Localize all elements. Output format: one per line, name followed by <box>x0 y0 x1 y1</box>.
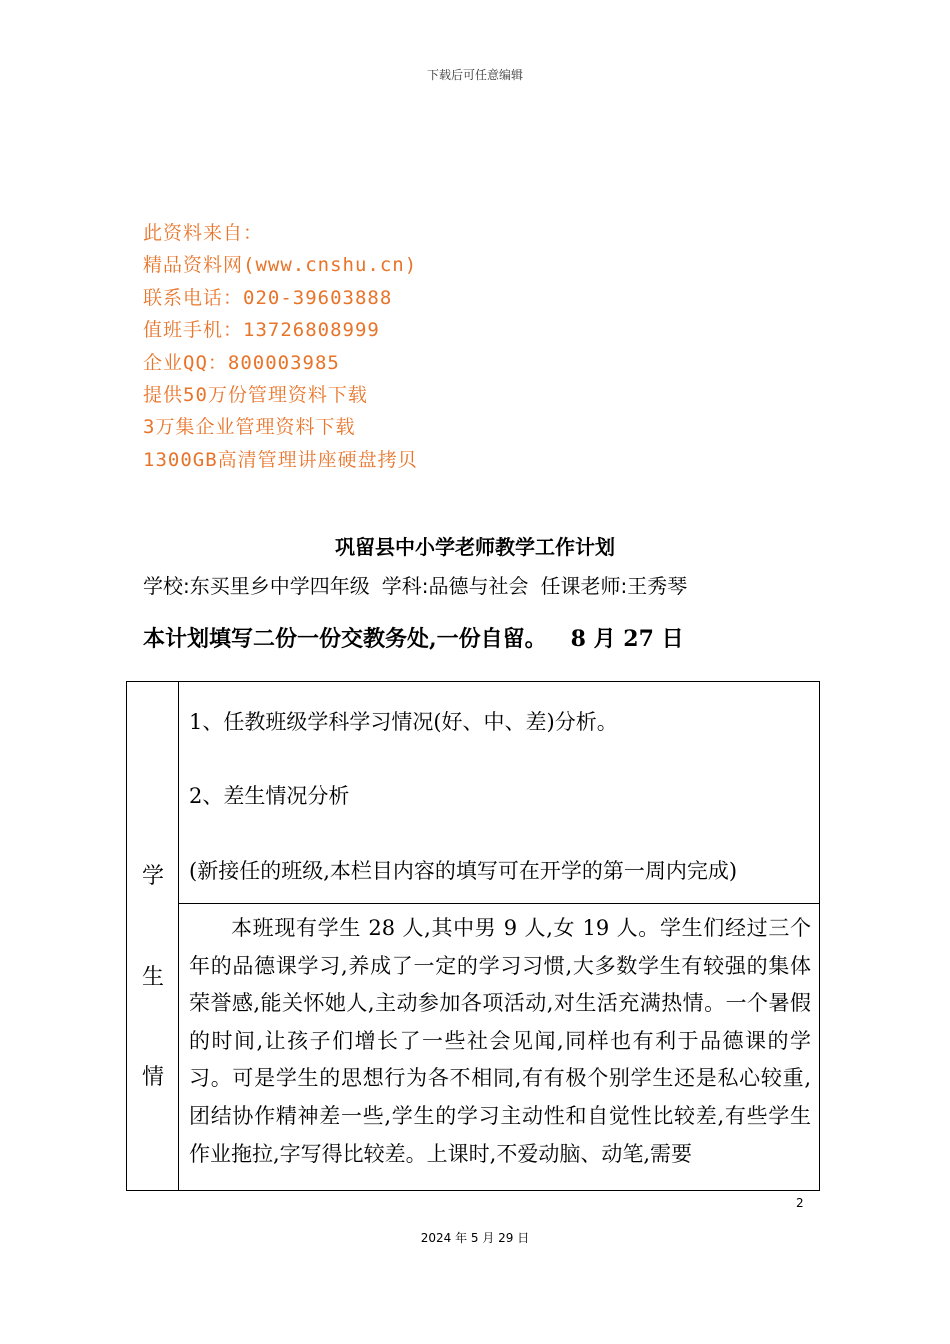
prompt-line-2: 2、差生情况分析 <box>189 784 350 808</box>
plan-date: 8 月 27 日 <box>570 626 684 652</box>
subject-field: 学科:品德与社会 <box>381 574 529 598</box>
page-number: 2 <box>796 1196 804 1210</box>
promo-line: 值班手机：13726808999 <box>143 319 380 342</box>
promo-block <box>143 217 418 476</box>
promo-line: 联系电话：020-39603888 <box>143 286 393 309</box>
promo-line: 3万集企业管理资料下载 <box>143 416 356 439</box>
header-note: 下载后可任意编辑 <box>426 68 523 82</box>
document-note <box>143 622 684 653</box>
promo-line: 此资料来自： <box>143 222 264 244</box>
section-label-char: 学 <box>141 864 164 889</box>
promo-line: 提供50万份管理资料下载 <box>143 383 368 406</box>
teacher-field: 任课老师:王秀琴 <box>540 574 688 598</box>
plan-table <box>126 681 820 1191</box>
student-analysis-cell <box>179 904 819 1190</box>
footer-date: 2024 年 5 月 29 日 <box>420 1231 530 1245</box>
prompt-cell <box>179 682 819 904</box>
prompt-line-1: 1、任教班级学科学习情况(好、中、差)分析。 <box>189 710 618 734</box>
prompt-line-3: (新接任的班级,本栏目内容的填写可在开学的第一周内完成) <box>189 859 738 883</box>
section-label-char: 情 <box>141 1065 164 1090</box>
submission-note: 本计划填写二份一份交教务处,一份自留。 <box>143 626 547 652</box>
document-info <box>143 570 699 599</box>
promo-line: 1300GB高清管理讲座硬盘拷贝 <box>143 448 418 471</box>
promo-line: 精品资料网(www.cnshu.cn) <box>143 254 418 277</box>
section-label-column <box>127 682 179 1190</box>
section-label-char: 生 <box>141 965 164 990</box>
promo-line: 企业QQ：800003985 <box>143 351 340 374</box>
document-title: 巩留县中小学老师教学工作计划 <box>335 535 615 559</box>
school-field: 学校:东买里乡中学四年级 <box>143 574 370 598</box>
student-analysis-text: 本班现有学生 28 人,其中男 9 人,女 19 人。学生们经过三个年的品德课学习,养成了一定的学习习惯,大多数学生有较强的集体荣誉感,能关怀她人,主动参加各项活动,对生活充满热情。一个暑假的时间,让孩子们增长了一些社会见闻,同样也有利于品德课的学习。可是学生的思想行为各不相同,有有极个别学生还是私心较重,团结协作精神差一些,学生的学习主动性和自觉性比较差,有些学生作业拖拉,字写得比较差。上课时,不爱动脑、动笔,需要 <box>189 916 811 1166</box>
